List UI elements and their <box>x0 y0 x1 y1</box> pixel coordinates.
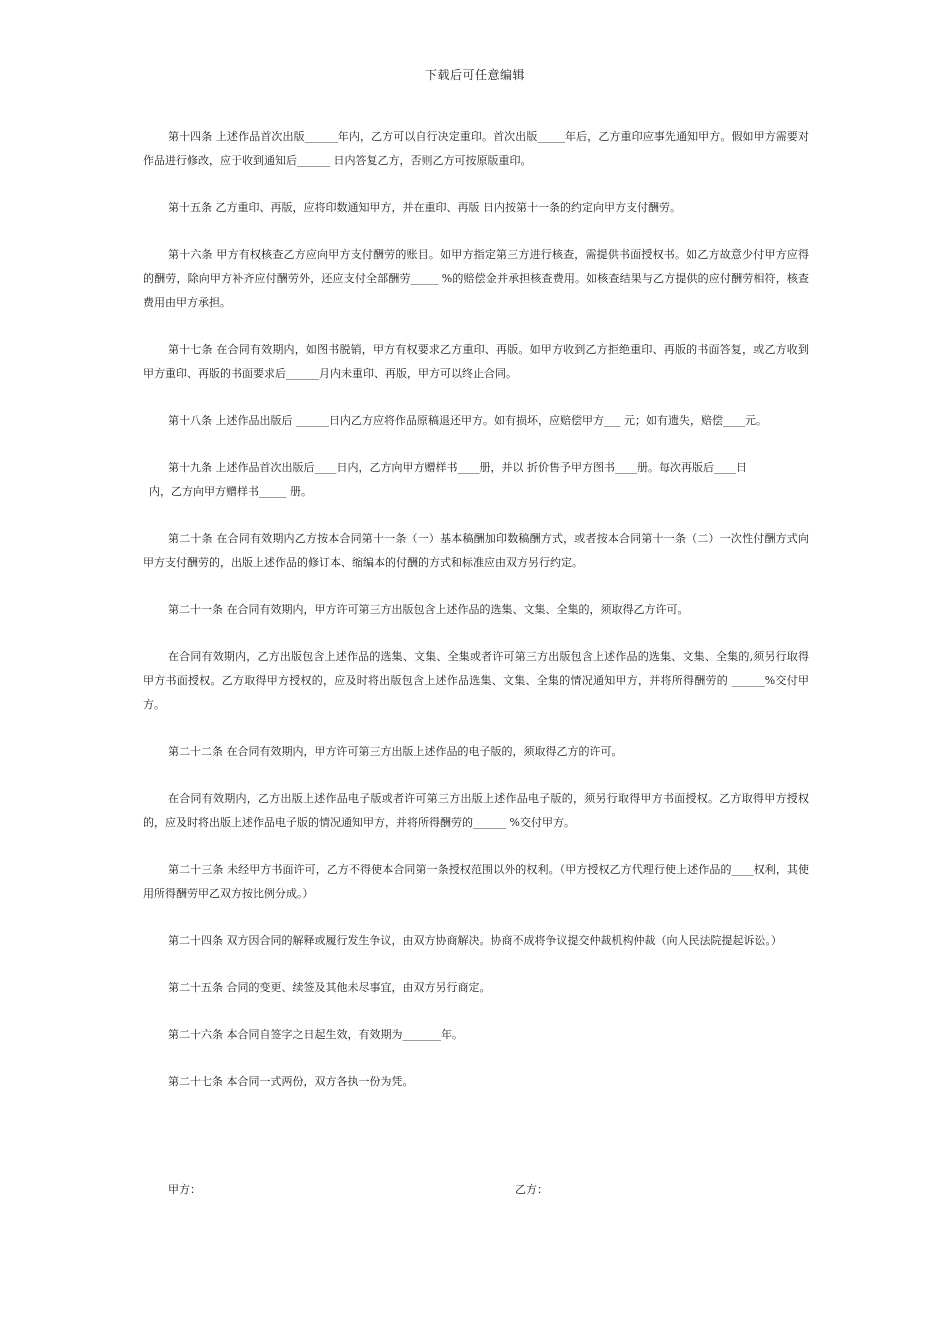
clause-17: 第十七条 在合同有效期内，如图书脱销，甲方有权要求乙方重印、再版。如甲方收到乙方拒绝重印、再版的书面答复，或乙方收到甲方重印、再版的书面要求后______月内未重印、再版，甲方可以终止合同。 <box>143 343 809 380</box>
clause-19-line-2: 内，乙方向甲方赠样书_____ 册。 <box>149 485 312 498</box>
clause-15: 第十五条 乙方重印、再版，应将印数通知甲方，并在重印、再版 日内按第十一条的约定向甲方支付酬劳。 <box>168 201 681 214</box>
party-a-signature-label: 甲方： <box>168 1183 201 1196</box>
signature-block <box>0 1181 950 1205</box>
clause-19-line-1: 第十九条 上述作品首次出版后____日内，乙方向甲方赠样书____册，并以 折价售予甲方图书____册。每次再版后____日 <box>168 461 747 474</box>
clause-18: 第十八条 上述作品出版后 ______日内乙方应将作品原稿退还甲方。如有损坏，应赔偿甲方___ 元；如有遗失，赔偿____元。 <box>168 414 767 427</box>
clause-22-detail: 在合同有效期内，乙方出版上述作品电子版或者许可第三方出版上述作品电子版的，须另行取得甲方书面授权。乙方取得甲方授权的，应及时将出版上述作品电子版的情况通知甲方，并将所得酬劳的______ %交付甲方。 <box>143 792 809 829</box>
clause-26: 第二十六条 本合同自签字之日起生效，有效期为_______年。 <box>168 1028 463 1041</box>
clause-20: 第二十条 在合同有效期内乙方按本合同第十一条（一）基本稿酬加印数稿酬方式，或者按本合同第十一条（二）一次性付酬方式向甲方支付酬劳的，出版上述作品的修订本、缩编本的付酬的方式和标准应由双方另行约定。 <box>143 532 809 569</box>
clause-21: 第二十一条 在合同有效期内，甲方许可第三方出版包含上述作品的选集、文集、全集的，须取得乙方许可。 <box>168 603 689 616</box>
page-header: 下载后可任意编辑 <box>424 68 525 82</box>
contract-body <box>143 125 809 1117</box>
clause-22: 第二十二条 在合同有效期内，甲方许可第三方出版上述作品的电子版的，须取得乙方的许可。 <box>168 745 623 758</box>
clause-19 <box>143 456 809 504</box>
clause-14: 第十四条 上述作品首次出版______年内，乙方可以自行决定重印。首次出版_____年后，乙方重印应事先通知甲方。假如甲方需要对作品进行修改，应于收到通知后______ 日内答复乙方，否则乙方可按原版重印。 <box>143 130 809 167</box>
clause-21-detail: 在合同有效期内，乙方出版包含上述作品的选集、文集、全集或者许可第三方出版包含上述作品的选集、文集、全集的,须另行取得甲方书面授权。乙方取得甲方授权的，应及时将出版包含上述作品选集、文集、全集的情况通知甲方，并将所得酬劳的 ______%交付甲方。 <box>143 650 809 711</box>
clause-24: 第二十四条 双方因合同的解释或履行发生争议，由双方协商解决。协商不成将争议提交仲裁机构仲裁（向人民法院提起诉讼。） <box>168 934 782 947</box>
clause-16: 第十六条 甲方有权核查乙方应向甲方支付酬劳的账目。如甲方指定第三方进行核查，需提供书面授权书。如乙方故意少付甲方应得的酬劳，除向甲方补齐应付酬劳外，还应支付全部酬劳_____ %的赔偿金并承担核查费用。如核查结果与乙方提供的应付酬劳相符，核查费用由甲方承担。 <box>143 248 809 309</box>
party-b-signature-label: 乙方： <box>515 1183 548 1196</box>
clause-23: 第二十三条 未经甲方书面许可，乙方不得使本合同第一条授权范围以外的权利。（甲方授权乙方代理行使上述作品的____权利，其使用所得酬劳甲乙双方按比例分成。） <box>143 863 809 900</box>
clause-25: 第二十五条 合同的变更、续签及其他未尽事宜，由双方另行商定。 <box>168 981 491 994</box>
clause-27: 第二十七条 本合同一式两份，双方各执一份为凭。 <box>168 1075 414 1088</box>
